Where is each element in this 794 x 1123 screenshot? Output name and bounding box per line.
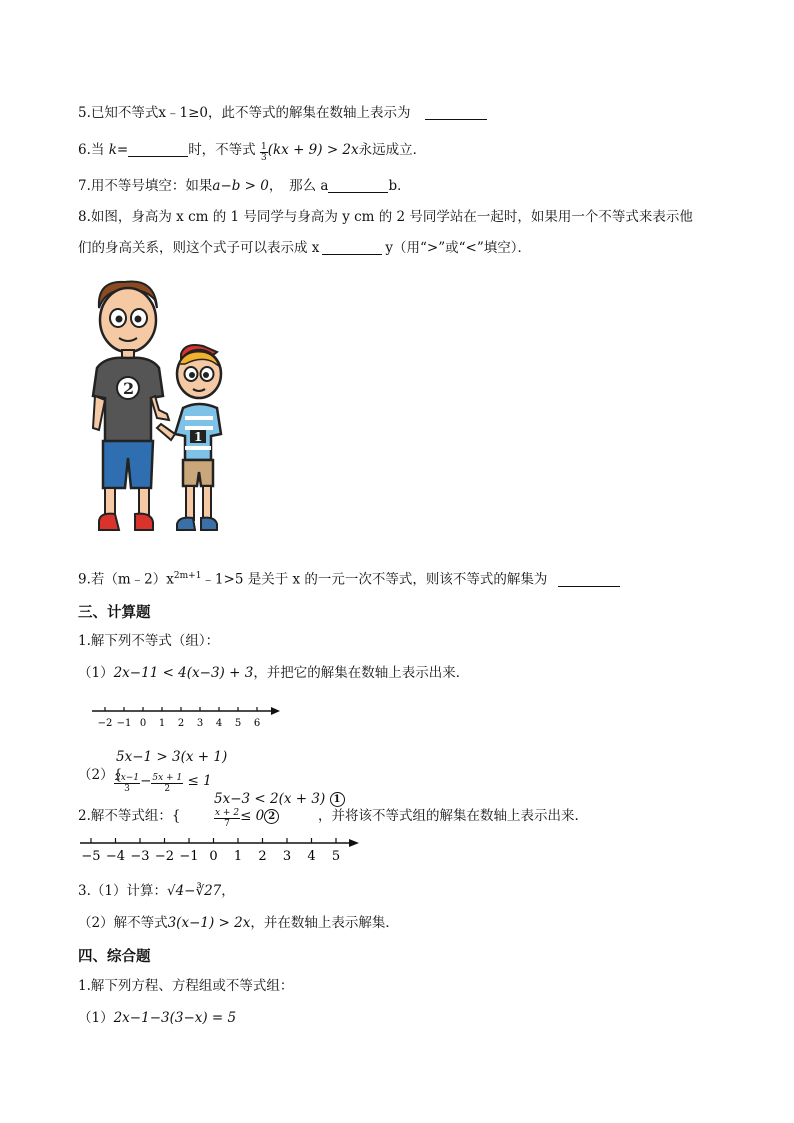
number-line-2-tick-label: −4 bbox=[105, 849, 126, 864]
q6-mid: 时，不等式 bbox=[188, 142, 256, 158]
short-shirt-number: 1 bbox=[194, 430, 203, 444]
q6-post: 永远成立． bbox=[358, 142, 427, 158]
calc-3-expr: √4−∛27 bbox=[166, 883, 222, 899]
q7-expr: a−b > 0 bbox=[212, 178, 269, 194]
q8-answer-blank[interactable] bbox=[322, 240, 382, 255]
question-6 bbox=[78, 141, 426, 163]
number-line-2-tick-label: −5 bbox=[81, 849, 101, 864]
question-8-line2: 们的身高关系，则这个式子可以表示成 x y（用“>”或“<”填空）． bbox=[78, 240, 532, 256]
number-line-2 bbox=[78, 835, 368, 869]
q6-expr: (kx + 9) > 2x bbox=[267, 142, 359, 158]
tall-student-figure bbox=[93, 282, 169, 530]
q7-mid: ， 那么 a bbox=[268, 178, 329, 194]
number-line-1-tick-label: 3 bbox=[196, 718, 204, 729]
calc-1-part2-bottom: $\frac{2x-1}{3}$ − $\frac{5x + 1}{2}$ ≤ 1 bbox=[115, 773, 212, 794]
calc-2-bottom: $\frac{x + 2}{7}$ ≤ 0 2 bbox=[214, 807, 279, 829]
number-line-2-tick-label: −3 bbox=[130, 849, 150, 864]
question-5 bbox=[78, 104, 487, 122]
question-8-line1: 8.如图，身高为 x cm 的 1 号同学与身高为 y cm 的 2 号同学站在一起时，如果用一个不等式来表示他 bbox=[78, 209, 693, 225]
q7-pre: 7.用不等号填空：如果 bbox=[78, 178, 213, 194]
number-line-1-tick-label: −2 bbox=[97, 718, 113, 729]
number-line-1-tick-label: −1 bbox=[116, 718, 132, 729]
comp-1-title: 1.解下列方程、方程组或不等式组： bbox=[78, 978, 294, 994]
number-line-1 bbox=[88, 700, 288, 734]
number-line-2-tick-label: 0 bbox=[209, 849, 218, 864]
calc-1-title: 1.解下列不等式（组）： bbox=[78, 633, 220, 649]
number-line-2-tick-label: 3 bbox=[282, 849, 292, 864]
q6-answer-blank[interactable] bbox=[128, 142, 188, 157]
number-line-1-tick-label: 1 bbox=[158, 718, 166, 729]
students-illustration bbox=[85, 278, 235, 540]
number-line-2-tick-label: 5 bbox=[331, 849, 341, 864]
q7-answer-blank[interactable] bbox=[328, 178, 388, 193]
q9-answer-blank[interactable] bbox=[558, 572, 620, 587]
q7-post: b． bbox=[388, 178, 411, 194]
number-line-1-tick-label: 2 bbox=[177, 718, 185, 729]
q6-k: k= bbox=[108, 142, 129, 158]
section-3-title: 三、计算题 bbox=[78, 605, 151, 621]
number-line-1-tick-label: 5 bbox=[234, 718, 242, 729]
number-line-2-tick-label: 1 bbox=[233, 849, 243, 864]
number-line-1-tick-label: 6 bbox=[253, 718, 261, 729]
comp-1-part1: （1）2x−1−3(3−x) = 5 bbox=[78, 1010, 237, 1026]
q6-pre: 6.当 bbox=[78, 142, 105, 158]
calc-3-part1: 3.（1）计算：√4−∛27， bbox=[78, 883, 235, 899]
question-9: 9.若$(m﹣2)x^{2m+1}﹣1>5$ 是关于 x 的一元一次不等式，则该不等式的解集为 bbox=[78, 567, 620, 589]
tall-shirt-number: 2 bbox=[123, 379, 135, 398]
q5-text: 5.已知不等式x﹣1≥0，此不等式的解集在数轴上表示为 bbox=[78, 105, 411, 121]
q6-fraction: $\frac{1}{3}$ bbox=[260, 142, 267, 163]
section-4-title: 四、综合题 bbox=[78, 949, 151, 965]
calc-3-part2: （2）解不等式3(x−1) > 2x，并在数轴上表示解集． bbox=[78, 915, 399, 931]
number-line-2-tick-label: 2 bbox=[258, 849, 267, 864]
question-7 bbox=[78, 177, 411, 195]
number-line-1-tick-label: 4 bbox=[215, 718, 223, 729]
number-line-2-tick-label: −2 bbox=[154, 849, 175, 864]
calc-1-part1: （1）2x−11 < 4(x−3) + 3，并把它的解集在数轴上表示出来． bbox=[78, 665, 470, 681]
q5-answer-blank[interactable] bbox=[425, 105, 487, 120]
number-line-2-tick-label: 4 bbox=[307, 849, 316, 864]
number-line-1-tick-label: 0 bbox=[139, 718, 147, 729]
calc-1-part1-expr: 2x−11 < 4(x−3) + 3 bbox=[113, 665, 254, 681]
q9-exponent: 2m+1 bbox=[173, 571, 202, 581]
number-line-2-tick-label: −1 bbox=[179, 849, 199, 864]
calc-2-top: 5x−3 < 2(x + 3) 1 bbox=[214, 790, 345, 808]
calc-1-part2-top: 5x−1 > 3(x + 1) bbox=[116, 749, 228, 765]
short-student-figure bbox=[157, 345, 221, 530]
